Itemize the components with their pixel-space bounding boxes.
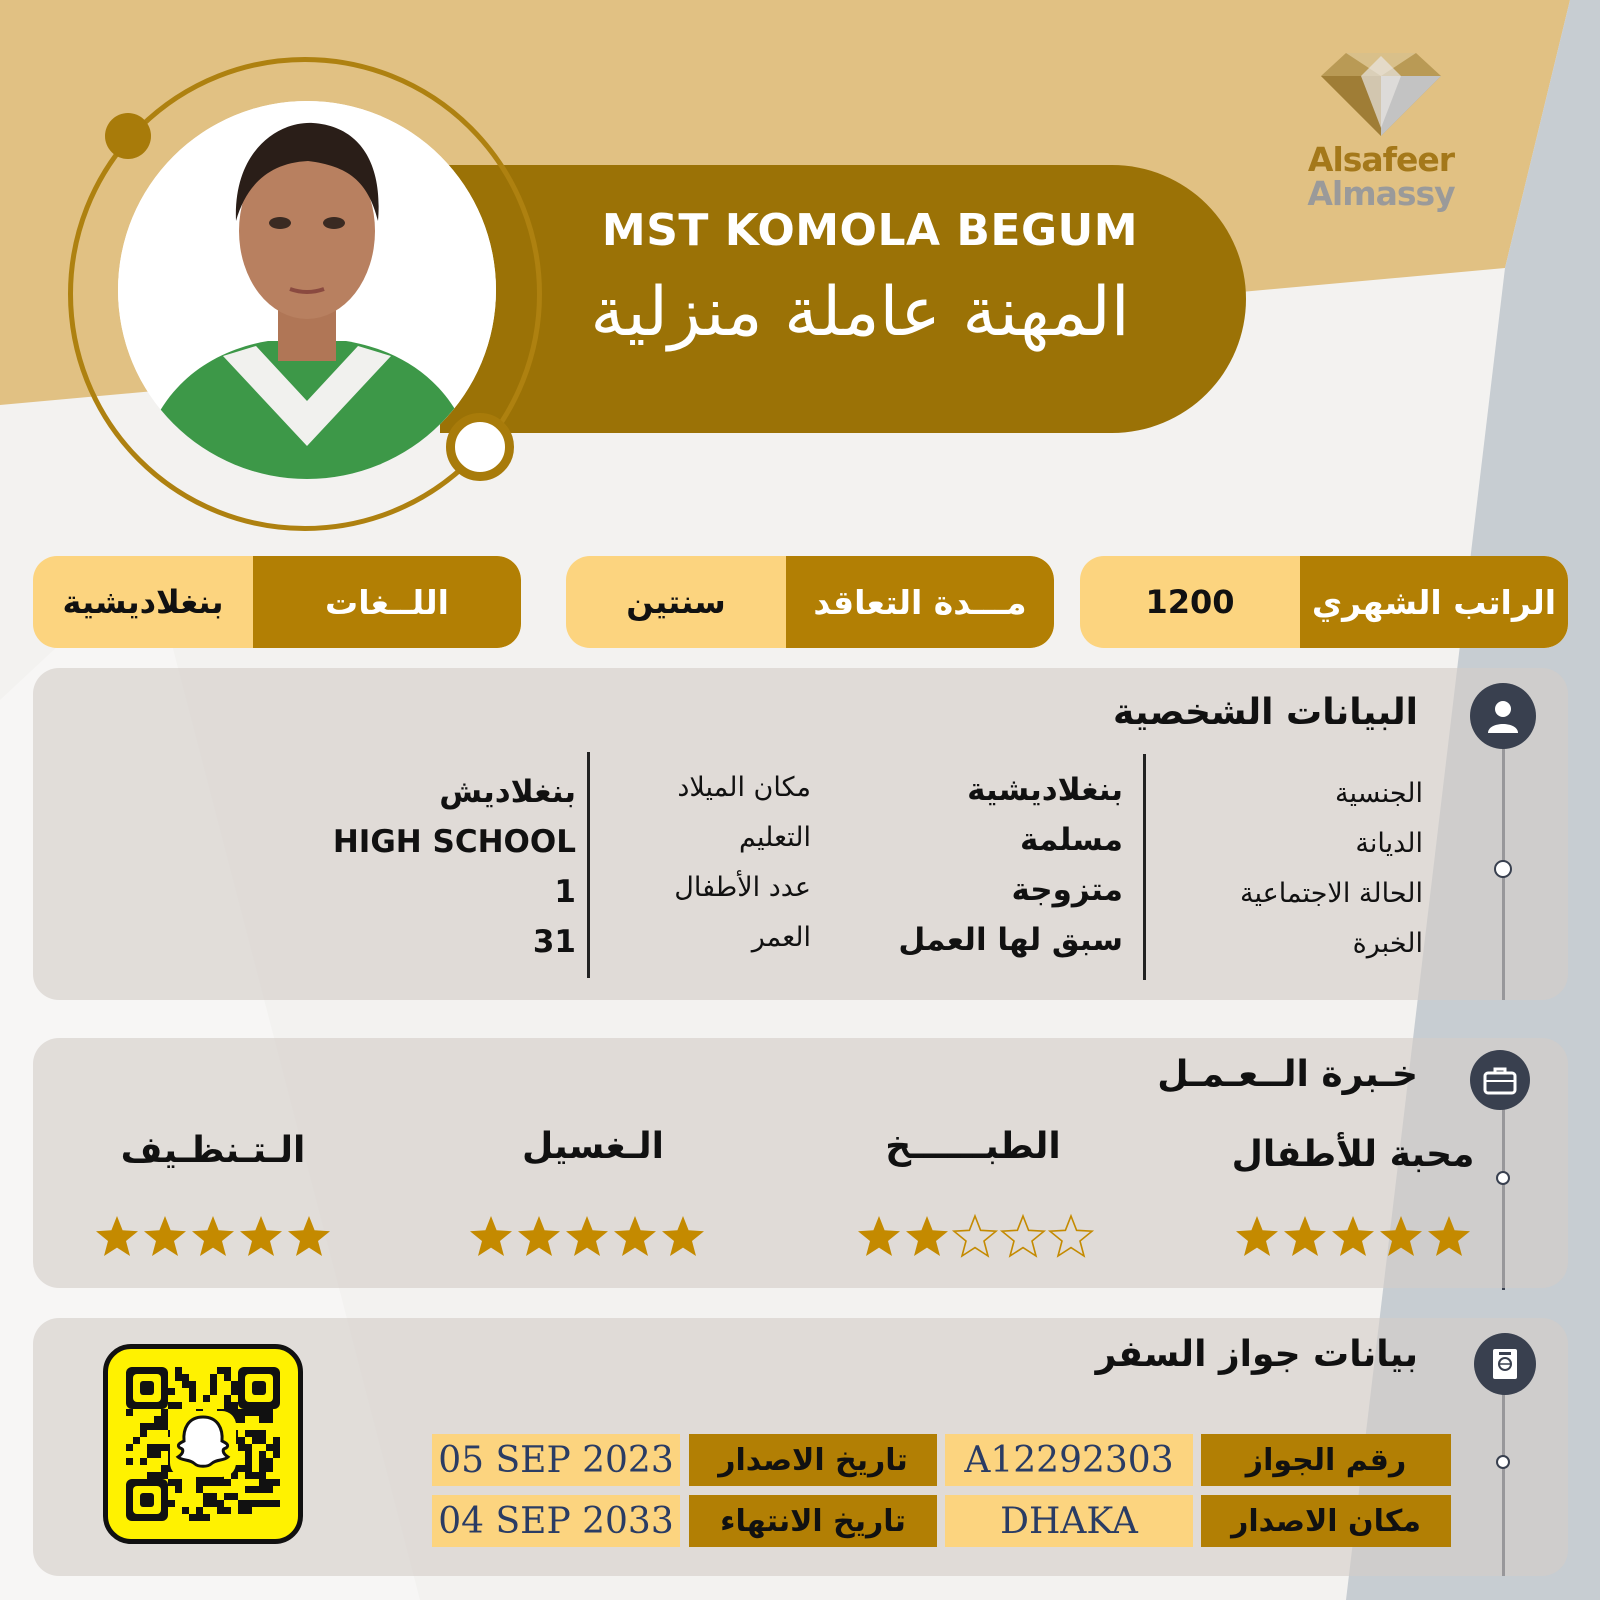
star-filled-icon <box>93 1213 141 1259</box>
column-divider <box>587 752 590 978</box>
star-filled-icon <box>563 1213 611 1259</box>
star-filled-icon <box>141 1213 189 1259</box>
passport-number-value: A12292303 <box>945 1434 1193 1486</box>
star-filled-icon <box>611 1213 659 1259</box>
birthplace-label: مكان الميلاد <box>677 772 811 803</box>
personal-data-title: البيانات الشخصية <box>1113 692 1418 733</box>
issue-place-label: مكان الاصدار <box>1201 1495 1451 1547</box>
salary-label: الراتب الشهري <box>1300 556 1568 648</box>
marital-status-value: متزوجة <box>1011 872 1123 908</box>
birthplace-value: بنغلاديش <box>439 774 576 810</box>
column-divider <box>1143 754 1146 980</box>
expiry-date-label: تاريخ الانتهاء <box>689 1495 937 1547</box>
star-filled-icon <box>855 1213 903 1259</box>
personal-data-card <box>33 668 1568 1000</box>
star-filled-icon <box>1233 1213 1281 1259</box>
star-empty-icon <box>951 1213 999 1259</box>
marital-status-label: الحالة الاجتماعية <box>1240 878 1423 909</box>
education-label: التعليم <box>739 822 811 853</box>
ring-decoration-dot <box>105 113 151 159</box>
skill-rating <box>1233 1213 1473 1261</box>
experience-label: الخبرة <box>1352 928 1423 959</box>
timeline-dot <box>1496 1455 1510 1469</box>
age-label: العمر <box>751 922 811 953</box>
profession-title: المهنة عاملة منزلية <box>590 273 1130 352</box>
experience-value: سبق لها العمل <box>898 922 1123 958</box>
religion-label: الديانة <box>1355 828 1423 859</box>
star-filled-icon <box>903 1213 951 1259</box>
issue-date-value: 05 SEP 2023 <box>432 1434 680 1486</box>
star-filled-icon <box>237 1213 285 1259</box>
skill-rating <box>855 1213 1095 1261</box>
passport-number-label: رقم الجواز <box>1201 1434 1451 1486</box>
work-experience-card <box>33 1038 1568 1288</box>
education-value: HIGH SCHOOL <box>332 824 576 860</box>
languages-label: اللــغات <box>253 556 521 648</box>
star-filled-icon <box>515 1213 563 1259</box>
issue-date-label: تاريخ الاصدار <box>689 1434 937 1486</box>
brand-line-2: Almassy <box>1307 174 1455 213</box>
contract-pill <box>566 556 1054 648</box>
skill-rating <box>467 1213 707 1261</box>
passport-title: بيانات جواز السفر <box>1095 1334 1418 1375</box>
candidate-name: MST KOMOLA BEGUM <box>601 205 1139 256</box>
religion-value: مسلمة <box>1020 822 1123 858</box>
salary-pill <box>1080 556 1568 648</box>
name-banner <box>440 165 1246 433</box>
languages-value: بنغلاديشية <box>62 583 224 621</box>
languages-pill <box>33 556 521 648</box>
expiry-date-value: 04 SEP 2033 <box>432 1495 680 1547</box>
work-experience-title: خـبرة الــعـمـل <box>1157 1054 1418 1095</box>
star-empty-icon <box>999 1213 1047 1259</box>
user-icon <box>1470 683 1536 749</box>
brand-line-1: Alsafeer <box>1307 140 1455 179</box>
skill-name: الـتـنظـيف <box>120 1130 306 1171</box>
company-logo <box>1296 48 1476 218</box>
skill-rating <box>93 1213 333 1261</box>
timeline-dot <box>1496 1171 1510 1185</box>
ring-decoration-circle <box>446 413 514 481</box>
portrait-image <box>118 101 496 479</box>
age-value: 31 <box>532 924 576 960</box>
skill-name: الـغسيل <box>522 1126 664 1167</box>
diamond-icon <box>1311 48 1451 138</box>
salary-value: 1200 <box>1145 583 1235 621</box>
star-filled-icon <box>285 1213 333 1259</box>
children-value: 1 <box>554 874 576 910</box>
star-filled-icon <box>1329 1213 1377 1259</box>
star-filled-icon <box>1425 1213 1473 1259</box>
qr-pattern <box>108 1349 298 1539</box>
skill-name: الطبــــــخ <box>885 1126 1061 1167</box>
contract-value: سنتين <box>626 583 726 621</box>
star-filled-icon <box>659 1213 707 1259</box>
issue-place-value: DHAKA <box>945 1495 1193 1547</box>
passport-icon <box>1474 1333 1536 1395</box>
nationality-label: الجنسية <box>1334 778 1423 809</box>
star-filled-icon <box>189 1213 237 1259</box>
briefcase-icon <box>1470 1050 1530 1110</box>
candidate-photo <box>118 101 496 479</box>
children-label: عدد الأطفال <box>674 872 811 903</box>
star-empty-icon <box>1047 1213 1095 1259</box>
star-filled-icon <box>467 1213 515 1259</box>
contract-label: مـــدة التعاقد <box>786 556 1054 648</box>
star-filled-icon <box>1377 1213 1425 1259</box>
snapchat-qr-code[interactable] <box>103 1344 303 1544</box>
star-filled-icon <box>1281 1213 1329 1259</box>
nationality-value: بنغلاديشية <box>967 772 1123 808</box>
timeline-dot <box>1494 860 1512 878</box>
skill-name: محبة للأطفال <box>1231 1134 1475 1175</box>
